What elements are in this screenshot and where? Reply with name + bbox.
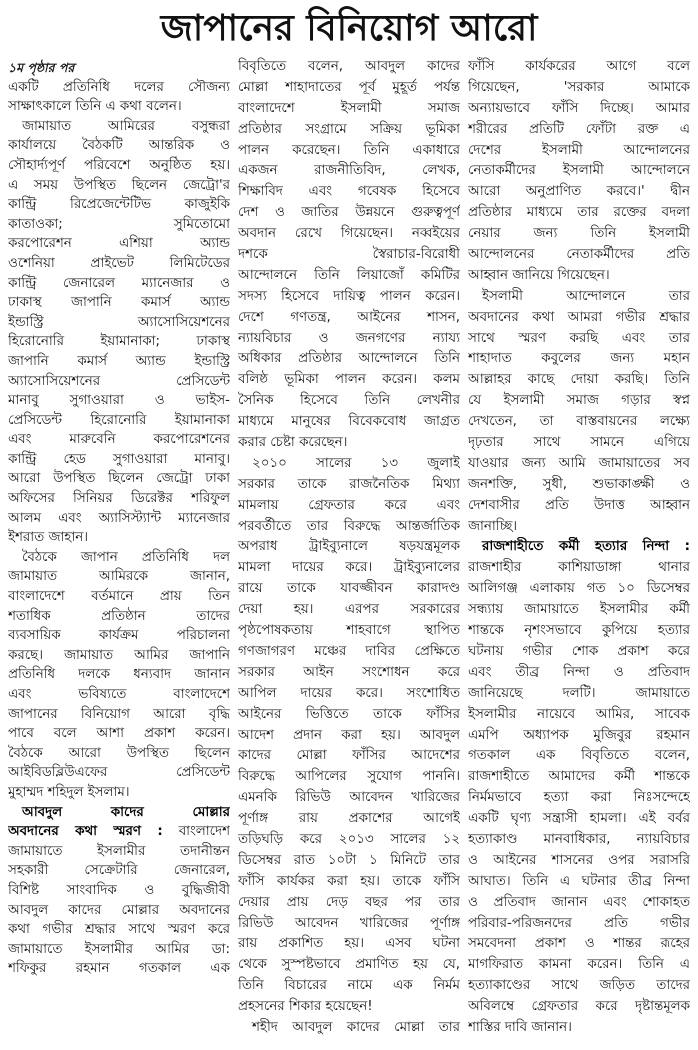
text-line: সৈনিক হিসেবে তিনি লেখনীর: [238, 393, 460, 409]
text-line: দেয়ার প্রায় দেড় বছর পর তার: [238, 894, 460, 910]
text-line: অবদান রেখে গিয়েছেন। নব্বইয়ের: [238, 226, 460, 242]
text-line: ফাঁসি কার্যকরের আগে বলে: [468, 59, 690, 74]
paragraph: [238, 57, 460, 454]
text-line: নেতাকর্মীদের ইসলামী আন্দোলনে: [468, 163, 690, 179]
text-line: ২০১০ সালের ১৩ জুলাই: [252, 455, 460, 471]
bold-subheading: অবদানের কথা স্মরণ :: [8, 824, 163, 840]
text-line: [468, 537, 690, 558]
article-column-1: [8, 58, 230, 979]
text-line: ঘটনায় গভীর শোক প্রকাশ করে: [468, 643, 690, 659]
text-line: শাহাদাত কবুলের জন্য মহান: [468, 351, 690, 367]
paragraph: [8, 803, 230, 979]
text-line: ডিসেম্বর রাত ১০টা ১ মিনিটে তার: [238, 852, 460, 868]
paragraph: [238, 454, 460, 1018]
text-line: আদেশ প্রদান করা হয়। আবদুল: [238, 727, 460, 743]
text-line: শিক্ষাবিদ এবং গবেষক হিসেবে: [238, 184, 460, 200]
text-line: জানাচ্ছি।: [468, 518, 518, 534]
text-line: বৈঠকে আরো উপস্থিত ছিলেন: [8, 745, 230, 761]
continued-from-page-label: ১ম পৃষ্ঠার পর: [8, 60, 75, 75]
text-line: সরকার তাকে রাজনৈতিক মিথ্যা: [238, 476, 460, 492]
text-line: গতকাল এক বিবৃতিতে বলেন,: [468, 748, 690, 764]
text-line: সহকারী সেক্রেটারি জেনারেল,: [8, 863, 230, 879]
text-line: প্রতিষ্ঠার সংগ্রামে সক্রিয় ভূমিকা: [238, 121, 460, 137]
text-line: পরবর্তীতে তার বিরুদ্ধে আন্তর্জাতিক: [238, 518, 460, 534]
text-line: মামলা দায়ের করে। ট্রাইব্যুনালের: [238, 560, 460, 576]
text-line: আইবিডব্লিউএফের প্রেসিডেন্ট: [8, 765, 230, 781]
text-line: করছে। জামায়াত আমির জাপানি: [8, 647, 230, 663]
headline: জাপানের বিনিয়োগ আরো: [160, 8, 538, 49]
text-line: এবং ভবিষ্যতে বাংলাদেশে: [8, 687, 230, 702]
text-line: কথা গভীর শ্রদ্ধার সাথে স্মরণ করে: [8, 922, 230, 938]
text-line: শান্তকে নৃশংসভাবে কুপিয়ে হত্যার: [468, 623, 690, 639]
text-line: বাংলাদেশে বর্তমানে প্রায় তিন: [8, 589, 230, 605]
text-line: আরো অনুপ্রাণিত করবে।' দ্বীন: [468, 184, 690, 200]
text-line: নেয়ার জন্য তিনি ইসলামী: [468, 226, 690, 242]
text-line: আবদুল কাদের মোল্লার অবদানের: [8, 902, 230, 918]
text-line: আপিল দায়ের করে। সংশোধিত: [238, 685, 460, 701]
text-line: আলিগঞ্জ এলাকায় গত ১০ ডিসেম্বর: [468, 581, 690, 597]
text-line: জামায়াত আমিরের বসুন্ধরা: [22, 118, 230, 134]
text-line: গিয়েছেন, 'সরকার আমাকে: [468, 79, 690, 95]
text-line: প্রহসনের শিকার হয়েছেন!: [238, 999, 373, 1015]
text-line: প্রতিষ্ঠার মাধ্যমে তার রক্তের বদলা: [468, 205, 690, 221]
text-line: মানাবু সুগাওয়ারা ও ভাইস-: [8, 393, 230, 409]
article-column-2: [238, 57, 460, 1039]
text-line: প্রতিনিধি দলকে ধন্যবাদ জানান: [8, 667, 230, 683]
text-line: শহীদ আবদুল কাদের মোল্লা তার: [252, 1019, 460, 1035]
text-line: ও আইনের শাসনের ওপর সরাসরি: [468, 852, 690, 868]
text-line: দেশের ইসলামী আন্দোলনের: [468, 142, 690, 158]
text-line: দৃঢ়তার সাথে সামনে এগিয়ে: [468, 435, 690, 451]
text-line: শরীরের প্রতিটি ফোঁটা রক্ত এ: [468, 121, 690, 137]
text-line: পূর্ণাঙ্গ রায় প্রকাশের আগেই: [238, 811, 460, 827]
text-line: বিবৃতিতে বলেন, আবদুল কাদের: [238, 59, 460, 74]
text-line: গণজাগরণ মঞ্চের দাবির প্রেক্ষিতে: [238, 643, 460, 659]
text-line: এমনকি রিভিউ আবেদন খারিজের: [238, 790, 460, 806]
text-line: যে ইসলামী সমাজ গড়ার স্বপ্ন: [468, 393, 690, 409]
text-line: কান্ট্রি হেড সুগাওয়ারা মানাবু।: [8, 451, 230, 467]
paragraph: [8, 117, 230, 548]
text-line: শতাধিক প্রতিষ্ঠান তাদের: [8, 608, 230, 624]
text-line: ফাঁসি কার্যকর করা হয়। তাকে ফাঁসি: [238, 873, 460, 889]
text-line: একটি ঘৃণ্য সন্ত্রাসী হামলা। এই বর্বর: [468, 811, 690, 827]
text-line: সদস্য হিসেবে দায়িত্ব পালন করেন।: [238, 288, 460, 304]
text-line: জাপানি কমার্স অ্যান্ড ইন্ডাস্ট্রি: [8, 353, 230, 369]
text-line: দশকে স্বৈরাচার-বিরোধী: [238, 247, 460, 263]
text-line: কান্ট্রি জেনারেল ম্যানেজার ও: [8, 275, 230, 291]
text-line: দেশে গণতন্ত্র, আইনের শাসন,: [238, 309, 460, 325]
text-line: আরো উপস্থিত ছিলেন জেট্রো ঢাকা: [8, 471, 230, 487]
paragraph: [468, 537, 690, 1038]
text-line: মাধ্যমে মানুষের বিবেকবোধ জাগ্রত: [238, 414, 460, 430]
paragraph: [468, 287, 690, 538]
paragraph: [8, 548, 230, 803]
text-line: মুহাম্মদ শহিদুল ইসলাম।: [8, 784, 130, 800]
text-line: ইন্ডাস্ট্রি অ্যাসোসিয়েশনের: [8, 314, 230, 330]
text-line: আলম এবং অ্যাসিস্ট্যান্ট ম্যানেজার: [8, 510, 230, 526]
text-line: দেয়া হয়। এরপর সরকারের: [238, 602, 460, 618]
text-line: রায় প্রকাশিত হয়। এসব ঘটনা: [238, 936, 460, 952]
text-line: জাপানের বিনিয়োগ আরো বৃদ্ধি: [8, 706, 230, 722]
text-line: নির্মমভাবে হত্যা করা নিঃসন্দেহে: [468, 790, 690, 806]
text-line: কাদের মোল্লা ফাঁসির আদেশের: [238, 748, 460, 764]
text-line: সাক্ষাৎকালে তিনি এ কথা বলেন।: [8, 99, 182, 115]
text-line: [8, 822, 230, 842]
text-line: এ সময় উপস্থিত ছিলেন জেট্রো'র: [8, 177, 230, 193]
text-line: এমপি অধ্যাপক মুজিবুর রহমান: [468, 727, 690, 743]
text-line: আন্দোলনে তিনি লিয়াজোঁ কমিটির: [238, 267, 460, 283]
text-line: থেকে সুস্পষ্টভাবে প্রমাণিত হয় যে,: [238, 957, 460, 973]
text-line: ইসলামী আন্দোলনে তার: [482, 288, 690, 304]
text-line: শফিকুর রহমান গতকাল এক: [8, 961, 230, 977]
text-line: অন্যায়ভাবে ফাঁসি দিচ্ছে। আমার: [468, 100, 690, 116]
text-line: রাজশাহীতে আমাদের কর্মী শান্তকে: [468, 769, 690, 785]
text-line: পালন করেছেন। তিনি একাধারে: [238, 142, 460, 158]
text-line: ঢাকাস্থ জাপানি কমার্স অ্যান্ড: [8, 295, 230, 311]
text-line: এবং মারুবেনি করপোরেশনের: [8, 432, 230, 448]
text-line: ইসলামীর নায়েবে আমির, সাবেক: [468, 706, 690, 722]
text-line: একজন রাজনীতিবিদ, লেখক,: [238, 163, 460, 179]
article-column-3: [468, 57, 690, 1039]
text-line: দেশবাসীর প্রতি উদাত্ত আহ্বান: [468, 497, 690, 513]
text-line: কান্ট্রি রিপ্রেজেন্টেটিভ কাজুইকি: [8, 197, 230, 213]
bold-subheading: রাজশাহীতে কর্মী হত্যার নিন্দা :: [482, 539, 690, 555]
text-line: বিশিষ্ট সাংবাদিক ও বুদ্ধিজীবী: [8, 882, 230, 898]
text-line: অ্যাসোসিয়েশনের প্রেসিডেন্ট: [8, 373, 230, 389]
text-line: সাথে স্মরণ করছি এবং তার: [468, 330, 690, 346]
paragraph: [468, 57, 690, 287]
text-line: ব্যবসায়িক কার্যক্রম পরিচালনা: [8, 628, 230, 644]
text-line: সমবেদনা প্রকাশ ও শান্তর রূহের: [468, 936, 690, 952]
text-line: জনশক্তি, সুধী, শুভাকাঙ্ক্ষী ও: [468, 476, 690, 492]
text-line: মোল্লা শাহাদাতের পূর্ব মুহূর্ত পর্যন্ত: [238, 79, 460, 95]
text-line: পরিবার-পরিজনদের প্রতি গভীর: [468, 915, 690, 931]
text-line: [8, 803, 230, 823]
text-line: শাস্তির দাবি জানান।: [468, 1019, 572, 1035]
text-line: রায়ে তাকে যাবজ্জীবন কারাদণ্ড: [238, 581, 460, 597]
text-run: বাংলাদেশ: [162, 824, 230, 840]
bold-subheading: আবদুল কাদের মোল্লার: [22, 804, 230, 820]
text-line: আল্লাহর কাছে দোয়া করছি। তিনি: [468, 372, 690, 388]
text-line: বৈঠকে জাপান প্রতিনিধি দল: [22, 549, 230, 565]
text-line: হত্যাকাণ্ডের সাথে জড়িত তাদের: [468, 978, 690, 994]
paragraph: [8, 78, 230, 117]
text-line: বিরুদ্ধে আপিলের সুযোগ পাননি।: [238, 769, 460, 785]
text-line: অপরাধ ট্রাইব্যুনালে ষড়যন্ত্রমূলক: [238, 539, 460, 555]
text-line: ইশরাত জাহান।: [8, 530, 89, 546]
text-line: জামায়াতে ইসলামীর তদানীন্তন: [8, 843, 230, 859]
text-line: এবং তীব্র নিন্দা ও প্রতিবাদ: [468, 664, 690, 680]
text-line: হিরোনোরি ইয়ামানাকা; ঢাকাস্থ: [8, 334, 230, 350]
text-line: জামায়াতে ইসলামীর আমির ডা:: [8, 941, 230, 957]
text-line: বলিষ্ঠ ভূমিকা পালন করেন। কলম: [238, 372, 460, 388]
text-line: দেখতেন, তা বাস্তবায়নের লক্ষ্যে: [468, 414, 690, 430]
text-line: কাতাওকা; সুমিতোমো: [8, 216, 230, 232]
text-line: মাগফিরাত কামনা করেন। তিনি এ: [468, 957, 690, 973]
text-line: বাংলাদেশে ইসলামী সমাজ: [238, 100, 460, 116]
text-line: সৌহার্দ্যপূর্ণ পরিবেশে অনুষ্ঠিত হয়।: [8, 157, 230, 173]
paragraph: [238, 1018, 460, 1039]
text-line: পাবে বলে আশা প্রকাশ করেন।: [8, 726, 230, 742]
text-line: হত্যাকাণ্ড মানবাধিকার, ন্যায়বিচার: [468, 831, 690, 847]
text-line: রিভিউ আবেদন খারিজের পূর্ণাঙ্গ: [238, 915, 460, 931]
text-line: তিনি বিচারের নামে এক নির্মম: [238, 978, 460, 994]
text-line: কার্যালয়ে বৈঠকটি আন্তরিক ও: [8, 138, 230, 154]
text-line: করার চেষ্টা করেছেন।: [238, 435, 348, 451]
text-line: অবিলম্বে গ্রেফতার করে দৃষ্টান্তমূলক: [468, 999, 690, 1015]
text-line: অফিসের সিনিয়র ডিরেক্টর শরিফুল: [8, 491, 230, 507]
text-line: আইনের ভিত্তিতে তাকে ফাঁসির: [238, 706, 460, 722]
text-line: পৃষ্ঠপোষকতায় শাহবাগে স্থাপিত: [238, 623, 460, 639]
text-line: যাওয়ার জন্য আমি জামায়াতের সব: [468, 455, 690, 471]
text-line: করপোরেশন এশিয়া অ্যান্ড: [8, 236, 230, 252]
text-line: অধিকার প্রতিষ্ঠার আন্দোলনে তিনি: [238, 351, 460, 367]
text-line: আন্দোলনের নেতাকর্মীদের প্রতি: [468, 247, 690, 263]
text-line: ও প্রতিবাদ জানান এবং শোকাহত: [468, 894, 690, 910]
text-line: জানিয়েছে দলটি। জামায়াতে: [468, 685, 690, 701]
text-line: প্রেসিডেন্ট হিরোনোরি ইয়ামানাকা: [8, 412, 230, 428]
text-line: সন্ধ্যায় জামায়াতে ইসলামীর কর্মী: [468, 602, 690, 618]
text-line: মামলায় গ্রেফতার করে এবং: [238, 497, 460, 513]
text-line: একটি প্রতিনিধি দলের সৌজন্য: [8, 79, 230, 95]
text-line: আহ্বান জানিয়ে গিয়েছেন।: [468, 267, 610, 283]
text-line: দেশ ও জাতির উন্নয়নে গুরুত্বপূর্ণ: [238, 205, 460, 221]
text-line: জামায়াত আমিরকে জানান,: [8, 569, 230, 585]
text-line: সরকার আইন সংশোধন করে: [238, 664, 460, 680]
text-line: অবদানের কথা আমরা গভীর শ্রদ্ধার: [468, 309, 690, 325]
text-line: ওশেনিয়া প্রাইভেট লিমিটেডের: [8, 255, 230, 271]
text-line: তড়িঘড়ি করে ২০১৩ সালের ১২: [238, 831, 460, 847]
text-line: রাজশাহীর কাশিয়াডাঙ্গা থানার: [468, 560, 690, 576]
text-line: আঘাত। তিনি এ ঘটনার তীব্র নিন্দা: [468, 873, 690, 889]
text-line: ন্যায়বিচার ও জনগণের ন্যায্য: [238, 330, 460, 346]
